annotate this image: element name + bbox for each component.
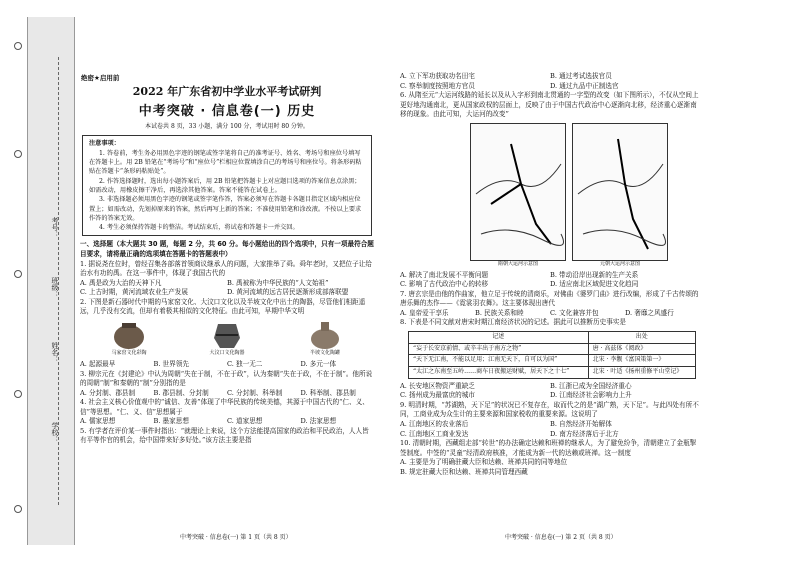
question-5-options xyxy=(400,72,700,91)
pottery-image xyxy=(210,320,244,350)
name-field-label: 姓名： xyxy=(51,342,59,363)
question-2-options xyxy=(80,360,374,370)
school-field-label: 学校： xyxy=(51,422,59,443)
option: A. 长安地区物资严重缺乏 xyxy=(400,381,475,390)
table-cell: “妄于长安京前情、或辛丰出于南方之物” xyxy=(409,343,589,355)
option: B. 郡县制、分封制 xyxy=(153,388,209,397)
question-6: 6. 从隋至元“大运河线路的延长以及从入字形到南北贯通的一字型的改变（如下图所示），不仅从空间上更好地沟通南北，更从国家政权的层面上，反映了由于中国古代政治中心逐渐向北移，经济重心逐渐南移的现象。由此可知，大运河的改变” xyxy=(400,91,699,119)
table-cell: 北宋 · 叶适《扬州重修平山堂记》 xyxy=(588,367,695,379)
question-4: 4. 社会主义核心价值观中的“诚信、友善”体现了中华民族的传统美德，其源于中国古代的“仁、义、信”等思想。“仁、义、信”思想属于 xyxy=(80,398,369,416)
question-5: 5. 有学者在评价某一事件时指出：“就理论上来说，这个方法能提高国家的政治和平民政治，人人皆有平等作官的机会，给中国带来好多好处。”该方法主要是指 xyxy=(80,426,369,445)
map-caption: 元朝大运河示意图 xyxy=(599,261,640,268)
binding-hole xyxy=(14,270,22,278)
option: C. 道家思想 xyxy=(227,417,263,426)
page-2-footer: 中考突破 · 信息卷(一) 第 2 页（共 8 页） xyxy=(505,534,617,541)
binding-hole xyxy=(14,505,22,513)
option: A. 儒家思想 xyxy=(80,417,116,426)
option: B. 民族关系和睦 xyxy=(475,308,524,317)
canal-maps xyxy=(470,123,694,268)
table-row xyxy=(409,355,696,367)
binding-strip xyxy=(27,17,75,545)
notice-box xyxy=(82,135,372,236)
notice-item: 3. 非选择题必须用黑色字迹的钢笔或签字笔作答，答案必须写在答题卡各题目指定区域内相应位置上；如需改动，先划掉原来的答案，然后再写上新的答案；不准使用铅笔和涂改液。不按以上要求作答的答案无效。 xyxy=(89,196,362,222)
option: C. 影响了古代政治中心的转移 xyxy=(400,280,489,289)
option: D. 江南经济社会影响力上升 xyxy=(550,391,632,400)
option: C. 江南地区工商业发达 xyxy=(400,429,469,438)
exam-number-field-label: 考号： xyxy=(51,217,59,238)
pottery-images xyxy=(80,320,374,357)
pottery-figure xyxy=(201,320,253,357)
table-cell: “太江之东南至五岭……商车日夜搬运财赋，居天下之十七” xyxy=(409,367,589,379)
option: B. 通过考试选拔官员 xyxy=(550,72,612,80)
question-10: 10. 清朝时期，西藏组走部“转世”的办法确定达赖和班禅的继承人，为了避免纷争，清朝建立了金瓶掣签制度。中签的“灵童”经清政府核准，才能成为新一代的达赖或班禅。这一制度 xyxy=(400,439,697,457)
map-image xyxy=(573,124,667,260)
option: D. 黄河流域的远古居民逐渐形成部落联盟 xyxy=(227,288,349,297)
question-8-options xyxy=(400,382,700,401)
option: A. 分封制、郡县制 xyxy=(80,388,136,397)
binding-hole xyxy=(14,150,22,158)
page-1-footer: 中考突破 · 信息卷(一) 第 1 页（共 8 页） xyxy=(180,534,292,541)
table-cell: “天下无江南，不能以足用；江南无天下，自可以为国” xyxy=(409,355,589,367)
table-header-row xyxy=(409,332,696,344)
exam-info: 本试卷共 8 页，33 小题，满分 100 分，考试用时 80 分钟。 xyxy=(145,122,309,130)
map-image xyxy=(471,124,565,260)
option: A. 主要是为了明确驻藏大臣和达赖、班禅共同的同等地位 xyxy=(400,458,568,467)
exam-subtitle: 中考突破 · 信息卷(一) 历史 xyxy=(138,103,316,119)
records-table xyxy=(408,331,696,379)
notice-item: 4. 考生必须保持答题卡的整洁。考试结束后，将试卷和答题卡一并交回。 xyxy=(99,224,299,232)
option: B. 禹被称为中华民族的“人文始祖” xyxy=(227,278,329,287)
confidential-mark: 绝密★启用前 xyxy=(81,74,120,82)
option: C. 文化兼容并包 xyxy=(550,308,599,317)
option: D. 适应南北区域促进文化趋同 xyxy=(550,280,639,289)
question-3-options xyxy=(80,389,374,399)
question-1: 1. 据说尧在位时，曾经召集各部落首领商议继承人的问题，大家推举了舜。舜年老时，又把位子让给治水有功的禹。在这一事件中，体现了我国古代的 xyxy=(80,259,372,278)
question-9-options xyxy=(400,420,700,439)
table-row xyxy=(409,367,696,379)
notice-item: 1. 答卷前，考生务必用黑色字迹的钢笔或签字笔将自己的准考证号、姓名、考场号和座位号填写在答题卡上。用 2B 铅笔在“考场号”和“座位号”栏相应位置填涂自己的考场号和座位号。将条形码粘贴在答题卡“条形码粘贴处”。 xyxy=(89,149,362,176)
option: C. 察举制度按照地方官员 xyxy=(400,81,475,90)
binding-hole xyxy=(14,42,22,50)
option: B. 带动沿岸出现新的生产关系 xyxy=(550,270,639,279)
question-3: 3. 柳宗元在《封建论》中认为周朝“失在于制，不在于政”，认为秦朝“失在于政，不在于制”。他所说的周朝“制”和秦朝的“制”分别指的是 xyxy=(80,369,373,388)
map-caption: 隋朝大运河示意图 xyxy=(497,261,538,268)
sui-canal-map xyxy=(470,123,566,268)
option: D. 法家思想 xyxy=(300,417,337,426)
option: D. 多元一体 xyxy=(300,360,337,369)
question-7: 7. 唐玄宗是由他的作曲家，他立足于传统的清商乐，对佛曲《婆罗门曲》进行改编，形成了千古传颂的唐乐舞的杰作——《霓裳羽衣舞》。这主要体现出唐代 xyxy=(400,289,699,308)
question-1-options xyxy=(80,279,374,298)
option: C. 上古时期，黄河流域农业生产发展 xyxy=(80,288,188,297)
table-cell: 唐 · 高兹体《阅政》 xyxy=(588,343,695,355)
question-6-options xyxy=(400,271,700,290)
option: B. 规定驻藏大臣和达赖、班禅共同管理西藏 xyxy=(400,467,528,476)
option: B. 世界领先 xyxy=(153,360,189,369)
page-2 xyxy=(400,72,700,477)
option: B. 江浙已成为全国经济重心 xyxy=(550,381,632,390)
option: C. 扬州成为最富庶的城市 xyxy=(400,391,475,400)
pottery-caption: 大汶口文化陶器 xyxy=(209,349,245,356)
option: A. 禹是政为大治的天神下凡 xyxy=(80,278,162,287)
option: B. 墨家思想 xyxy=(153,417,189,426)
option: B. 自然经济开始解体 xyxy=(550,419,612,428)
table-row xyxy=(409,343,696,355)
exam-title: 2022 年广东省初中学业水平考试研判 xyxy=(132,85,322,98)
cut-line xyxy=(58,57,59,505)
question-4-options xyxy=(80,417,374,427)
pottery-caption: 马家窑文化彩陶 xyxy=(111,349,147,356)
pottery-image xyxy=(112,320,146,350)
table-header-cell: 出处 xyxy=(588,332,695,344)
notice-title: 注意事项： xyxy=(89,140,120,148)
question-2: 2. 下图是新石器时代中期的马家窑文化、大汶口文化以及半坡文化中出土的陶器，尽管他们相距遥远，几乎没有交流，但却有着极其相似的文化特征。由此可知，早期中华文明 xyxy=(80,297,366,316)
pottery-figure xyxy=(103,320,155,357)
option: D. 科举制、郡县制 xyxy=(300,388,356,397)
pottery-figure xyxy=(299,320,351,357)
pottery-caption: 半坡文化陶罐 xyxy=(309,349,340,356)
option: A. 起源最早 xyxy=(80,360,116,369)
pottery-image xyxy=(308,320,342,350)
question-8: 8. 下表是不同文献对唐宋时期江南经济状况的记述。据此可以推断历史事实是 xyxy=(400,318,626,327)
option: D. 奢靡之风盛行 xyxy=(625,308,674,317)
question-9: 9. 明清时期，“苏湖熟，天下足”的状况已不复存在，取而代之的是“湖广熟，天下足”。与此四处有所不同，工商业成为众生计的主要来源和国家税收的重要来源。这说明了 xyxy=(400,400,699,419)
option: A. 皇帝爱干享乐 xyxy=(400,308,449,317)
table-cell: 北宋 · 李觏《富国策第一》 xyxy=(588,355,695,367)
option: D. 南方经济落后于北方 xyxy=(550,429,619,438)
option: A. 江南地区的农业落后 xyxy=(400,419,469,428)
yuan-canal-map xyxy=(572,123,668,268)
section-heading: 一、选择题（本大题共 30 题，每题 2 分，共 60 分。每小题给出的四个选项中，只有一项最符合题目要求，请将最正确的选项填在答题卡的答题表中） xyxy=(80,240,374,258)
option: A. 解决了南北发展不平衡问题 xyxy=(400,270,489,279)
binding-hole xyxy=(14,390,22,398)
option: C. 独一无二 xyxy=(227,360,263,369)
notice-item: 2. 作答选择题时，选出每小题答案后，用 2B 铅笔把答题卡上对应题目选项的答案信息点涂黑；如需改动，用橡皮擦干净后，再选涂其他答案。答案不能答在试卷上。 xyxy=(89,177,361,194)
page-1 xyxy=(80,70,374,446)
table-header-cell: 记述 xyxy=(409,332,589,344)
question-10-options xyxy=(400,458,700,477)
option: A. 立下军功获取功名田宅 xyxy=(400,72,475,80)
option: C. 分封制、科举制 xyxy=(227,388,283,397)
option: D. 通过九品中正制选官 xyxy=(550,81,619,90)
class-field-label: 班级： xyxy=(51,277,59,298)
